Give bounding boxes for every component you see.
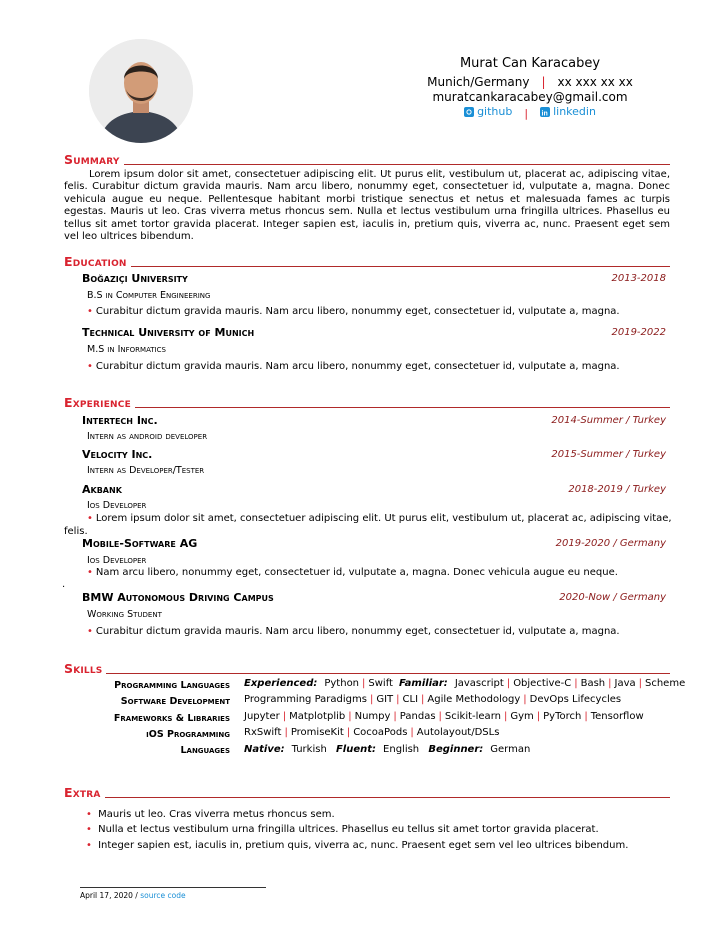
stray-mark: . bbox=[62, 579, 66, 590]
summary-section-header bbox=[64, 151, 670, 167]
contact-line: Munich/Germany | xx xxx xx xx bbox=[427, 75, 633, 89]
date: 2020-Now / Germany bbox=[559, 592, 666, 603]
list-item: • Nulla et lectus vestibulum urna fringilla ultrices. Phasellus eu tellus sit amet tortor gravida placerat. bbox=[86, 824, 599, 835]
skill-label: Frameworks & Libraries bbox=[113, 713, 230, 724]
svg-text:in: in bbox=[541, 109, 548, 117]
list-item: • Curabitur dictum gravida mauris. Nam arcu libero, nonummy eget, consectetuer id, vulputate a, magna. bbox=[87, 626, 620, 637]
footer-date: April 17, 2020 / bbox=[80, 891, 141, 900]
degree: B.S in Computer Engineering bbox=[87, 290, 211, 301]
list-item: • Mauris ut leo. Cras viverra metus rhoncus sem. bbox=[86, 809, 335, 820]
footer bbox=[80, 891, 186, 900]
skill-values: Experienced: Python | Swift Familiar: Javascript | Objective-C | Bash | Java | Scheme bbox=[244, 678, 686, 689]
skill-values: Native: Turkish Fluent: English Beginner: German bbox=[244, 744, 531, 755]
section-title: Extra bbox=[64, 785, 101, 800]
school-name: Boğaziçi University bbox=[82, 272, 188, 285]
list-item: • Lorem ipsum dolor sit amet, consectetuer adipiscing elit. Ut purus elit, vestibulum ut, placerat ac, adipiscing vitae, bbox=[87, 513, 672, 524]
role: Ios Developer bbox=[87, 500, 147, 511]
role: Ios Developer bbox=[87, 555, 147, 566]
linkedin-icon bbox=[540, 107, 550, 117]
school-name: Technical University of Munich bbox=[82, 326, 255, 339]
skill-label: iOS Programming bbox=[146, 729, 230, 740]
full-name: Murat Can Karacabey bbox=[459, 56, 601, 71]
list-item: • Curabitur dictum gravida mauris. Nam arcu libero, nonummy eget, consectetuer id, vulputate a, magna. bbox=[87, 361, 620, 372]
date: 2014-Summer / Turkey bbox=[551, 415, 666, 426]
company-name: BMW Autonomous Driving Campus bbox=[82, 591, 274, 604]
section-title: Skills bbox=[64, 661, 103, 676]
skill-label: Programming Languages bbox=[114, 680, 230, 691]
date: 2013-2018 bbox=[611, 273, 666, 284]
skill-values: Programming Paradigms | GIT | CLI | Agile Methodology | DevOps Lifecycles bbox=[244, 694, 622, 705]
date: 2015-Summer / Turkey bbox=[551, 449, 666, 460]
skill-label: Languages bbox=[180, 745, 230, 756]
education-section-header bbox=[64, 253, 670, 269]
skill-values: Jupyter | Matplotplib | Numpy | Pandas | Scikit-learn | Gym | PyTorch | Tensorflow bbox=[244, 711, 644, 722]
company-name: Intertech Inc. bbox=[82, 414, 158, 427]
section-title: Experience bbox=[64, 395, 131, 410]
role: Working Student bbox=[87, 609, 162, 620]
skills-section-header bbox=[64, 660, 670, 676]
email[interactable]: muratcankaracabey@gmail.com bbox=[432, 90, 628, 104]
role: Intern as android developer bbox=[87, 431, 208, 442]
list-item: • Nam arcu libero, nonummy eget, consectetuer id, vulputate a, magna. Donec vehicula augue eu neque. bbox=[87, 567, 618, 578]
date: 2018-2019 / Turkey bbox=[568, 484, 666, 495]
list-item: • Curabitur dictum gravida mauris. Nam arcu libero, nonummy eget, consectetuer id, vulputate a, magna. bbox=[87, 306, 620, 317]
list-item: • Integer sapien est, iaculis in, pretium quis, viverra ac, nunc. Praesent eget sem vel leo ultrices bibendum. bbox=[86, 840, 629, 851]
footer-rule bbox=[80, 887, 266, 888]
date: 2019-2022 bbox=[611, 327, 666, 338]
skill-values: RxSwift | PromiseKit | CocoaPods | Autolayout/DSLs bbox=[244, 727, 500, 738]
source-code-link[interactable]: source code bbox=[140, 891, 186, 900]
linkedin-link[interactable]: in linkedin bbox=[541, 105, 596, 118]
section-title: Summary bbox=[64, 152, 120, 167]
social-links: github | in linkedin bbox=[380, 105, 680, 120]
section-title: Education bbox=[64, 254, 127, 269]
list-item-continuation: felis. bbox=[64, 526, 88, 537]
summary-text: Lorem ipsum dolor sit amet, consectetuer adipiscing elit. Ut purus elit, vestibulum ut, placerat ac, adipiscing vitae, felis. Curabitur dictum gravida mauris. Nam arcu libero, nonummy eget, consectetuer id, vulputate a, magna. Donec vehicula augue eu neque. Pellentesque habitant morbi tristique senectus et netus et malesuada fames ac turpis egestas. Mauris ut leo. Cras viverra metus rhoncus sem. Nulla et lectus vestibulum urna fringilla ultrices. Phasellus eu tellus sit amet tortor gravida placerat. Integer sapien est, iaculis in, pretium quis, viverra ac, nunc. Praesent eget sem vel leo ultrices bibendum. bbox=[64, 169, 670, 243]
experience-section-header bbox=[64, 394, 670, 410]
phone: xx xxx xx xx bbox=[557, 75, 633, 89]
company-name: Akbank bbox=[82, 483, 122, 496]
location: Munich/Germany bbox=[427, 75, 530, 89]
role: Intern as Developer/Tester bbox=[87, 465, 205, 476]
skill-label: Software Development bbox=[120, 696, 230, 707]
extra-section-header bbox=[64, 784, 670, 800]
date: 2019-2020 / Germany bbox=[555, 538, 666, 549]
profile-photo bbox=[89, 39, 193, 143]
company-name: Velocity Inc. bbox=[82, 448, 153, 461]
degree: M.S in Informatics bbox=[87, 344, 166, 355]
github-icon bbox=[464, 107, 474, 117]
company-name: Mobile-Software AG bbox=[82, 537, 198, 550]
github-link[interactable]: github bbox=[464, 105, 512, 118]
